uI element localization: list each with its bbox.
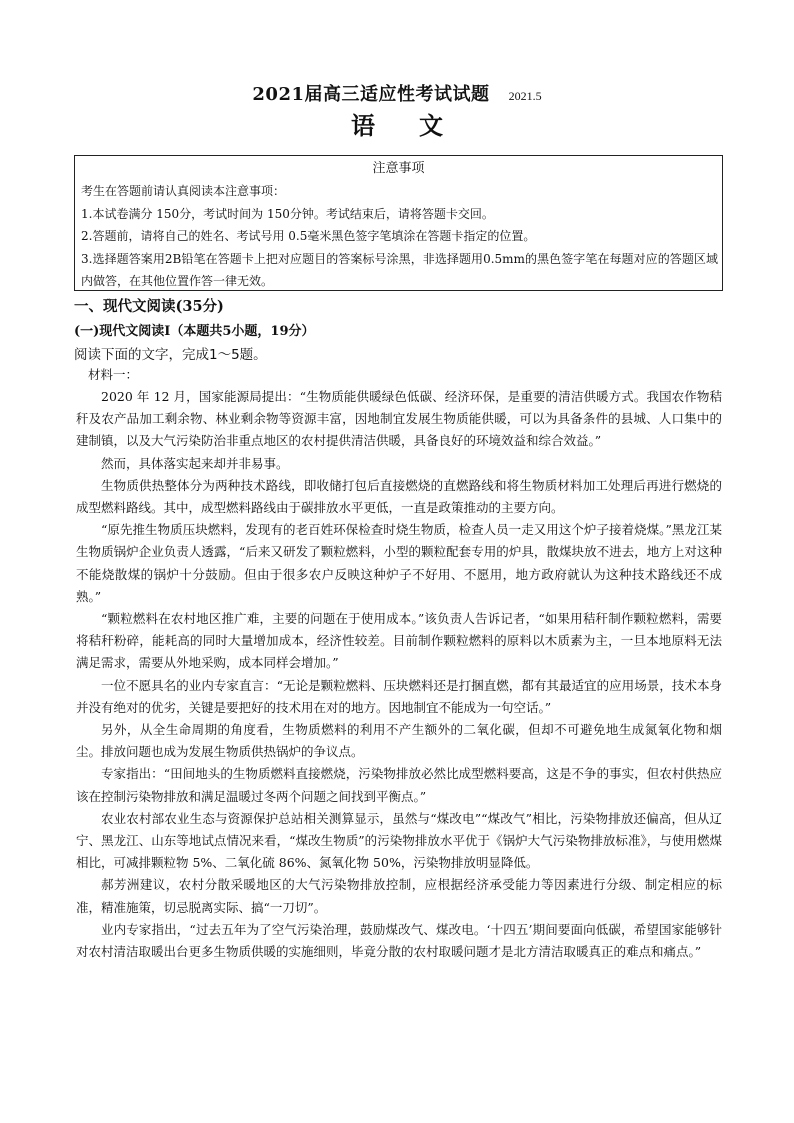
passage-paragraph: 另外，从全生命周期的角度看，生物质燃料的利用不产生额外的二氧化碳，但却不可避免地生成氮氧化物和烟尘。排放问题也成为发展生物质供热锅炉的争议点。 — [76, 722, 722, 760]
notice-box — [74, 155, 723, 291]
notice-title: 注意事项 — [372, 161, 425, 176]
notice-line: 2.答题前，请将自己的姓名、考试号用 0.5毫米黑色签字笔填涂在答题卡指定的位置。 — [81, 229, 536, 243]
reading-instruction: 阅读下面的文字，完成1～5题。 — [74, 347, 267, 363]
exam-header — [0, 80, 794, 106]
passage-paragraph: 业内专家指出，“过去五年为了空气污染治理，鼓励煤改气、煤改电。‘十四五’期间要面向低碳，希望国家能够针对农村清洁取暖出台更多生物质供暖的实施细则，毕竟分散的农村取暖问题才是北方清洁取暖真正的难点和痛点。” — [76, 921, 722, 960]
section-heading: 一、现代文阅读(35分) — [74, 298, 224, 315]
exam-title: 2021届高三适应性考试试题 — [252, 84, 490, 105]
exam-date: 2021.5 — [508, 89, 542, 103]
notice-line: 考生在答题前请认真阅读本注意事项： — [81, 184, 286, 198]
passage-paragraph: “颗粒燃料在农村地区推广难，主要的问题在于使用成本。”该负责人告诉记者，“如果用秸秆制作颗粒燃料，需要将秸秆粉碎，能耗高的同时大量增加成本，经济性较差。目前制作颗粒燃料的原料以木质素为主，一旦本地原料无法满足需求，需要从外地采购，成本同样会增加。” — [76, 611, 722, 671]
section-subheading: (一)现代文阅读Ⅰ（本题共5小题，19分） — [74, 324, 315, 339]
passage-paragraph: 一位不愿具名的业内专家直言：“无论是颗粒燃料、压块燃料还是打捆直燃，都有其最适宜的应用场景，技术本身并没有绝对的优劣，关键是要把好的技术用在对的地方。因地制宜不能成为一句空话。” — [76, 677, 722, 715]
passage-paragraph: 专家指出：“田间地头的生物质燃料直接燃烧，污染物排放必然比成型燃料要高，这是不争的事实，但农村供热应该在控制污染物排放和满足温暖过冬两个问题之间找到平衡点。” — [76, 766, 722, 804]
passage-paragraph: 农业农村部农业生态与资源保护总站相关测算显示，虽然与“煤改电”“煤改气”相比，污染物排放还偏高，但从辽宁、黑龙江、山东等地试点情况来看，“煤改生物质”的污染物排放水平优于《锅炉大气污染物排放标准》，与使用燃煤相比，可减排颗粒物 5%、二氧化硫 86%、氮氧化物 50%，污染物排放明显降低。 — [76, 810, 722, 871]
reading-passage — [76, 364, 722, 963]
notice-line: 1.本试卷满分 150分，考试时间为 150分钟。考试结束后，请将答题卡交回。 — [81, 206, 494, 221]
passage-paragraph: 生物质供热整体分为两种技术路线，即收储打包后直接燃烧的直燃路线和将生物质材料加工处理后再进行燃烧的成型燃料路线。其中，成型燃料路线由于碳排放水平更低，一直是政策推动的主要方向。 — [76, 477, 722, 516]
notice-line: 3.选择题答案用2B铅笔在答题卡上把对应题目的答案标号涂黑，非选择题用0.5mm的黑色签字笔在每题对应的答题区域内做答，在其他位置作答一律无效。 — [81, 251, 718, 288]
passage-paragraph: 郝芳洲建议，农村分散采暖地区的大气污染物排放控制，应根据经济承受能力等因素进行分级、制定相应的标准，精准施策，切忌脱离实际、搞“一刀切”。 — [76, 877, 722, 915]
passage-paragraph: 然而，具体落实起来却并非易事。 — [101, 455, 289, 471]
passage-paragraph: “原先推生物质压块燃料，发现有的老百姓环保检查时烧生物质，检查人员一走又用这个炉子接着烧煤。”黑龙江某生物质锅炉企业负责人透露，“后来又研发了颗粒燃料，小型的颗粒配套专用的炉具，散煤块放不进去，地方上对这种不能烧散煤的锅炉十分鼓励。但由于很多农户反映这种炉子不好用、不愿用，地方政府就认为这种技术路线还不成熟。” — [76, 522, 722, 604]
subject-title: 语文 — [351, 111, 487, 140]
passage-paragraph: 2020 年 12 月，国家能源局提出：“生物质能供暖绿色低碳、经济环保，是重要的清洁供暖方式。我国农作物秸秆及农产品加工剩余物、林业剩余物等资源丰富，因地制宜发展生物质能供暖，可以为具备条件的县城、人口集中的建制镇，以及大气污染防治非重点地区的农村提供清洁供暖，具备良好的环境效益和综合效益。” — [76, 389, 722, 449]
material-label: 材料一： — [88, 367, 139, 382]
